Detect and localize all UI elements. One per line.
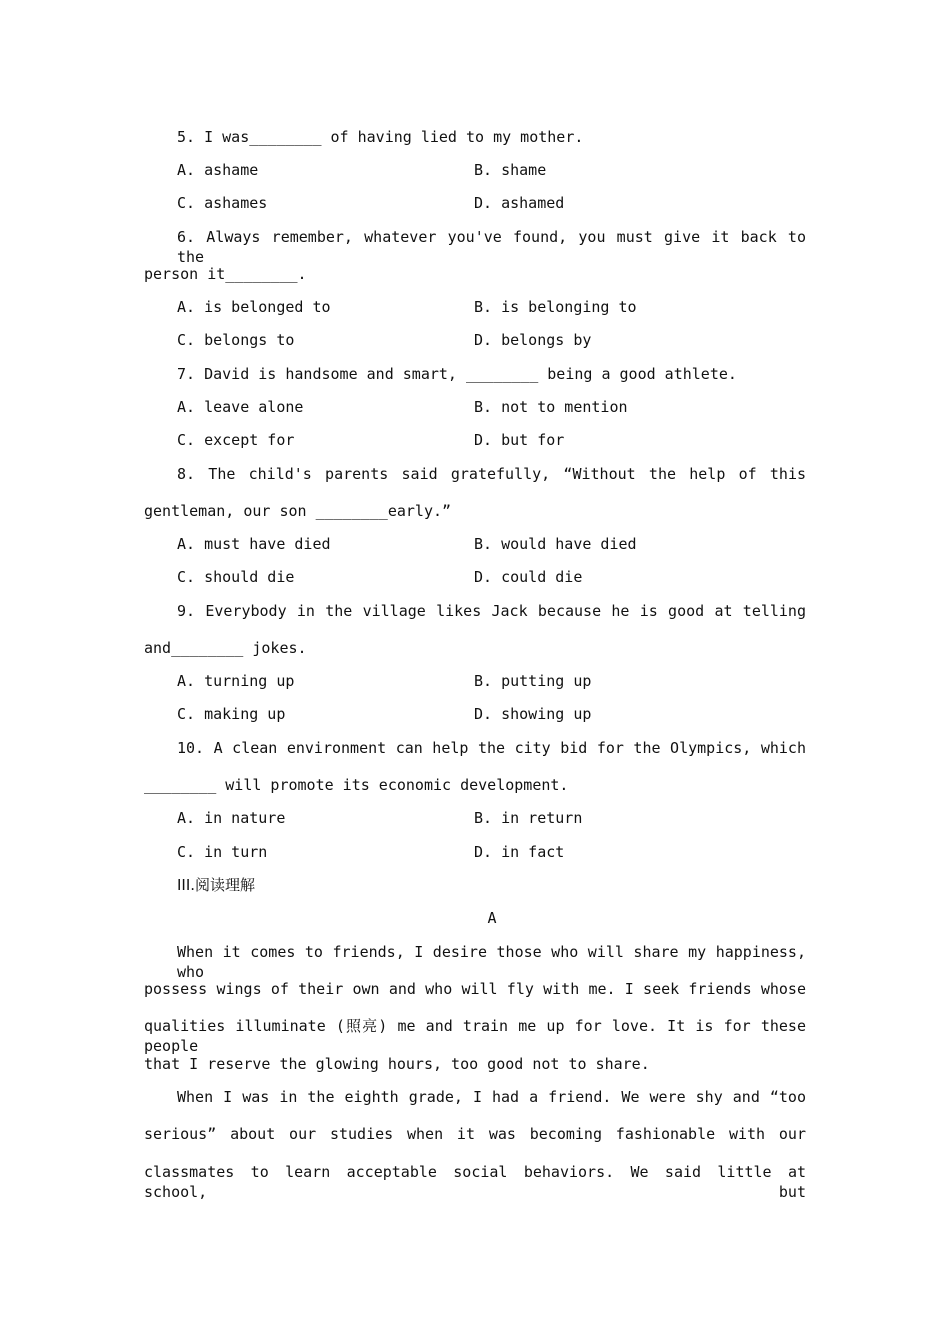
question-7-option-d: D. but for xyxy=(474,431,565,449)
question-8-option-c: C. should die xyxy=(177,568,295,586)
question-8-stem-line-1: 8. The child's parents said gratefully, “Without the help of this xyxy=(177,465,806,483)
question-7-option-b: B. not to mention xyxy=(474,398,628,416)
question-8-option-a: A. must have died xyxy=(177,535,331,553)
question-6-option-d: D. belongs by xyxy=(474,331,592,349)
question-5-option-a: A. ashame xyxy=(177,161,259,179)
question-6-stem-line-2: person it________. xyxy=(144,265,307,283)
question-7-stem: 7. David is handsome and smart, ________ being a good athlete. xyxy=(177,365,737,383)
question-6-option-a: A. is belonged to xyxy=(177,298,331,316)
question-8-stem-line-2: gentleman, our son ________early.” xyxy=(144,502,452,520)
question-5-option-c: C. ashames xyxy=(177,194,268,212)
question-9-option-b: B. putting up xyxy=(474,672,592,690)
paragraph-1-line-4: that I reserve the glowing hours, too good not to share. xyxy=(144,1055,650,1073)
question-5-option-d: D. ashamed xyxy=(474,194,565,212)
question-9-option-a: A. turning up xyxy=(177,672,295,690)
paragraph-1-line-3: qualities illuminate (照亮) me and train me up for love. It is for these people xyxy=(144,1017,806,1055)
question-9-stem-line-1: 9. Everybody in the village likes Jack because he is good at telling xyxy=(177,602,806,620)
question-10-option-b: B. in return xyxy=(474,809,583,827)
question-6-option-b: B. is belonging to xyxy=(474,298,637,316)
question-10-stem-line-1: 10. A clean environment can help the city bid for the Olympics, which xyxy=(177,739,806,757)
question-5-stem: 5. I was________ of having lied to my mother. xyxy=(177,128,584,146)
question-7-option-c: C. except for xyxy=(177,431,295,449)
question-10-option-c: C. in turn xyxy=(177,843,268,861)
question-7-option-a: A. leave alone xyxy=(177,398,304,416)
question-10-stem-line-2: ________ will promote its economic development. xyxy=(144,776,569,794)
paragraph-2-line-1: When I was in the eighth grade, I had a friend. We were shy and “too xyxy=(177,1088,806,1106)
paragraph-2-line-3: classmates to learn acceptable social behaviors. We said little at school, but xyxy=(144,1163,806,1201)
question-9-option-c: C. making up xyxy=(177,705,286,723)
question-9-stem-line-2: and________ jokes. xyxy=(144,639,307,657)
question-10-option-a: A. in nature xyxy=(177,809,286,827)
question-10-option-d: D. in fact xyxy=(474,843,565,861)
section-heading: III.阅读理解 xyxy=(177,876,256,894)
question-8-option-b: B. would have died xyxy=(474,535,637,553)
question-6-option-c: C. belongs to xyxy=(177,331,295,349)
question-9-option-d: D. showing up xyxy=(474,705,592,723)
passage-label: A xyxy=(487,909,497,927)
question-6-stem-line-1: 6. Always remember, whatever you've found, you must give it back to the xyxy=(177,228,806,266)
question-5-option-b: B. shame xyxy=(474,161,547,179)
paragraph-1-line-1: When it comes to friends, I desire those who will share my happiness, who xyxy=(177,943,806,981)
question-8-option-d: D. could die xyxy=(474,568,583,586)
paragraph-1-line-2: possess wings of their own and who will fly with me. I seek friends whose xyxy=(144,980,806,998)
paragraph-2-line-2: serious” about our studies when it was becoming fashionable with our xyxy=(144,1125,806,1143)
